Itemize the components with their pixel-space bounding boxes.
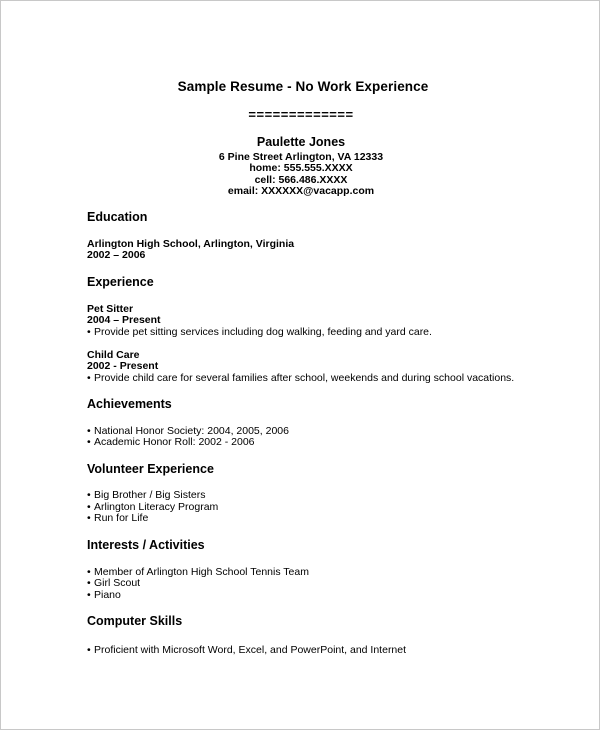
education-years: 2002 – 2006 <box>87 249 146 261</box>
education-school: Arlington High School, Arlington, Virginia <box>87 238 295 250</box>
email-line: email: XXXXXX@vacapp.com <box>227 185 375 197</box>
achievement-item: Academic Honor Roll: 2002 - 2006 <box>94 436 255 448</box>
volunteer-heading: Volunteer Experience <box>87 462 214 476</box>
skills-heading: Computer Skills <box>87 614 183 628</box>
bullet-icon: • <box>87 326 91 338</box>
volunteer-item: Big Brother / Big Sisters <box>94 489 206 501</box>
bullet-icon: • <box>87 425 91 437</box>
interest-item: Member of Arlington High School Tennis Team <box>94 566 309 578</box>
education-heading: Education <box>87 210 148 224</box>
bullet-icon: • <box>87 501 91 513</box>
bullet-icon: • <box>87 577 91 589</box>
list-item <box>87 644 406 656</box>
list-item <box>87 512 148 524</box>
bullet-icon: • <box>87 644 91 656</box>
document-title: Sample Resume - No Work Experience <box>177 79 429 94</box>
cell-phone: cell: 566.486.XXXX <box>254 174 348 186</box>
bullet-icon: • <box>87 489 91 501</box>
job-title-pet-sitter: Pet Sitter <box>87 303 134 315</box>
job-dates-child-care: 2002 - Present <box>87 360 159 372</box>
bullet-icon: • <box>87 372 91 384</box>
title-divider: ============= <box>248 107 354 122</box>
candidate-name: Paulette Jones <box>256 135 346 149</box>
achievement-item: National Honor Society: 2004, 2005, 2006 <box>94 425 289 437</box>
list-item <box>87 372 514 384</box>
interest-item: Piano <box>94 589 121 601</box>
job-title-child-care: Child Care <box>87 349 140 361</box>
list-item <box>87 489 205 501</box>
volunteer-item: Run for Life <box>94 512 149 524</box>
skill-item: Proficient with Microsoft Word, Excel, and PowerPoint, and Internet <box>94 644 407 656</box>
list-item <box>87 436 255 448</box>
interest-item: Girl Scout <box>94 577 141 589</box>
address-line: 6 Pine Street Arlington, VA 12333 <box>218 151 384 163</box>
list-item <box>87 326 432 338</box>
achievements-heading: Achievements <box>87 397 172 411</box>
bullet-icon: • <box>87 436 91 448</box>
bullet-icon: • <box>87 512 91 524</box>
volunteer-item: Arlington Literacy Program <box>94 501 219 513</box>
list-item <box>87 589 121 601</box>
job-bullet-child-care: Provide child care for several families after school, weekends and during school vacations. <box>94 372 515 384</box>
job-dates-pet-sitter: 2004 – Present <box>87 314 161 326</box>
interests-heading: Interests / Activities <box>87 538 205 552</box>
job-bullet-pet-sitter: Provide pet sitting services including dog walking, feeding and yard care. <box>94 326 432 338</box>
list-item <box>87 577 140 589</box>
bullet-icon: • <box>87 589 91 601</box>
bullet-icon: • <box>87 566 91 578</box>
home-phone: home: 555.555.XXXX <box>249 162 353 174</box>
experience-heading: Experience <box>87 275 154 289</box>
